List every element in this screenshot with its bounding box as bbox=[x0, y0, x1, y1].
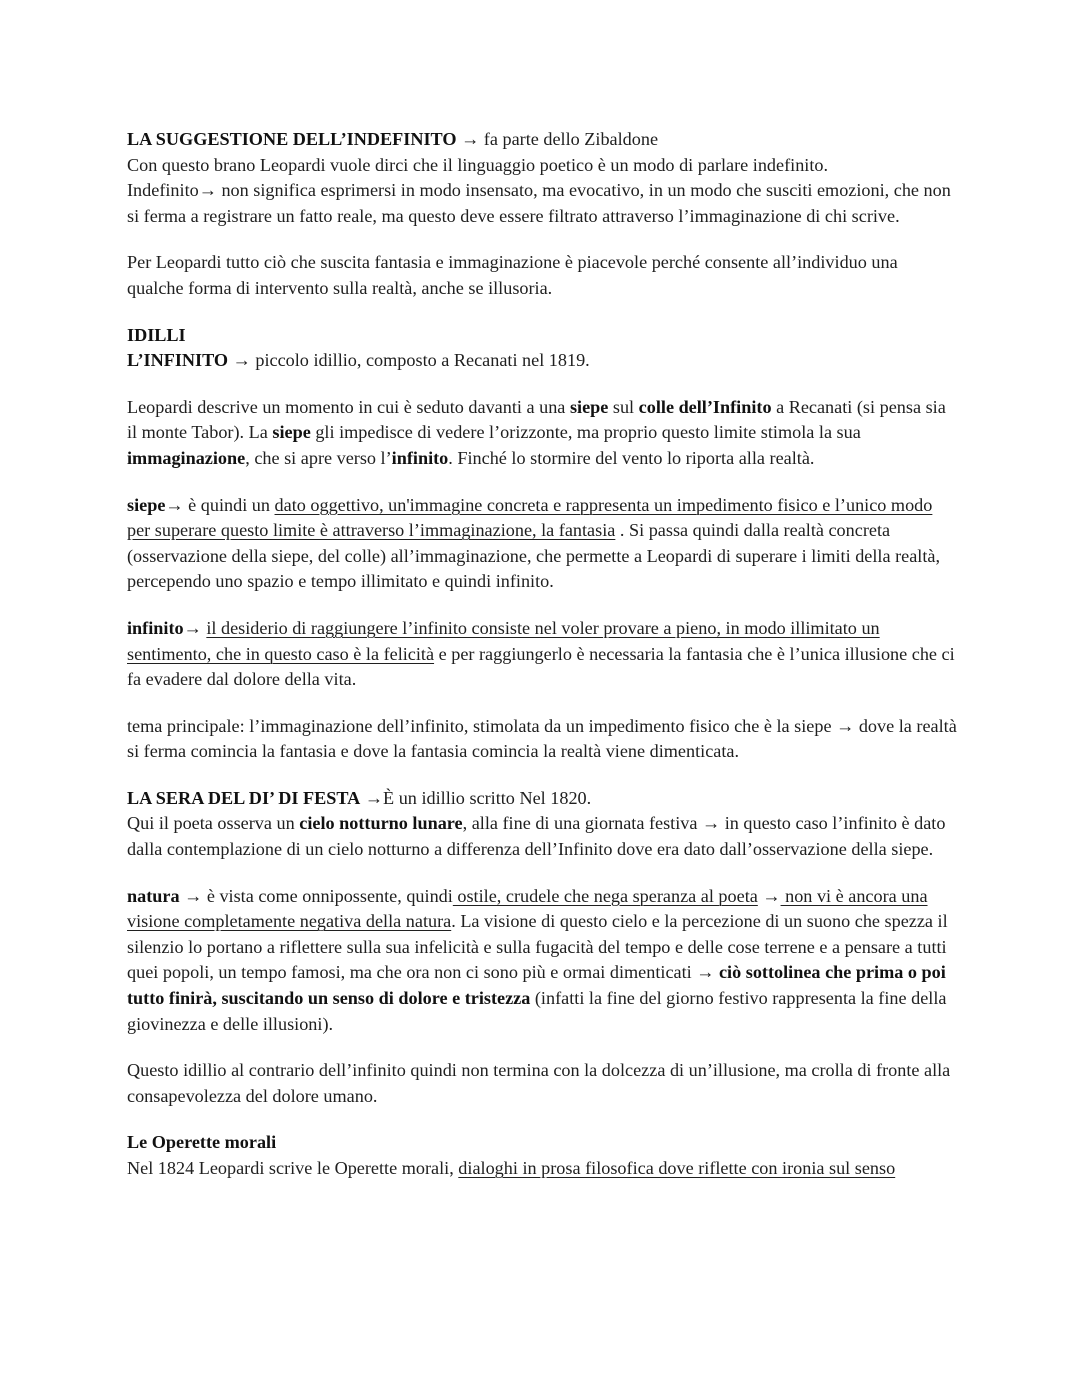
suggestione-paragraph2: Per Leopardi tutto ciò che suscita fantasia e immaginazione è piacevole perché consente all’individuo una qualche forma di intervento sulla realtà, anche se illusoria. bbox=[127, 252, 898, 298]
underlined-text: non vi è ancora una visione completamente negativa della natura bbox=[127, 885, 928, 932]
text-run: → bbox=[183, 617, 207, 638]
sera-conclusion-paragraph: Questo idillio al contrario dell’infinito quindi non termina con la dolcezza di un’illusione, ma crolla di fronte alla consapevolezza del dolore umano. bbox=[127, 1060, 951, 1106]
suggestione-line2: Indefinito→ non significa esprimersi in modo insensato, ma evocativo, in un modo che susciti emozioni, che non si ferma a registrare un fatto reale, ma questo deve essere filtrato attraverso l’immaginazione di chi scrive. bbox=[127, 180, 951, 226]
suggestione-heading: LA SUGGESTIONE DELL’INDEFINITO bbox=[127, 129, 457, 149]
infinito-description bbox=[127, 395, 957, 472]
suggestione-line1: Con questo brano Leopardi vuole dirci che il linguaggio poetico è un modo di parlare indefinito. bbox=[127, 154, 829, 175]
sera-title-rest: →È un idillio scritto Nel 1820. bbox=[360, 787, 592, 808]
infinito-term: infinito bbox=[127, 617, 184, 638]
text-run: a Recanati (si pensa sia il monte Tabor). La bbox=[127, 396, 946, 443]
infinito-title-rest: → piccolo idillio, composto a Recanati nel 1819. bbox=[228, 350, 590, 371]
natura-term: natura bbox=[127, 885, 180, 906]
text-run: Nel 1824 Leopardi scrive le Operette morali, bbox=[127, 1158, 459, 1178]
infinito-title: L’INFINITO bbox=[127, 350, 229, 371]
infinito-paragraph bbox=[127, 616, 957, 693]
bold-term: cielo notturno lunare bbox=[299, 813, 463, 834]
text-run: → è quindi un bbox=[165, 494, 275, 515]
bold-term: siepe bbox=[569, 396, 609, 417]
text-run: . La visione di questo cielo e la percezione di un suono che spezza il silenzio lo portano a riflettere sulla sua infelicità e sulla fugacità del tempo e delle cose terrene e a pensare a tutti quei popoli, un tempo famosi, ma che ora non ci sono più e ormai dimenticati → bbox=[127, 911, 948, 983]
text-run: Qui il poeta osserva un bbox=[127, 813, 300, 834]
text-run: gli impedisce di vedere l’orizzonte, ma proprio questo limite stimola la sua bbox=[310, 422, 861, 443]
operette-title: Le Operette morali bbox=[127, 1132, 277, 1153]
underlined-text: dato oggettivo, un'immagine concreta e rappresenta un impedimento fisico e l’unico modo per superare questo limite è attraverso l’immaginazione, la fantasia bbox=[127, 494, 933, 541]
sera-title-line bbox=[127, 786, 957, 812]
bold-term: colle dell’Infinito bbox=[638, 396, 772, 417]
siepe-term: siepe bbox=[127, 494, 166, 515]
tema-principale-paragraph: tema principale: l’immaginazione dell’infinito, stimolata da un impedimento fisico che è la siepe → dove la realtà si ferma comincia la fantasia e dove la fantasia comincia la realtà viene dimenticata. bbox=[127, 715, 957, 762]
underlined-text: il desiderio di raggiungere l’infinito consiste nel voler provare a pieno, in modo illimitato un sentimento, che in questo caso è la felicità bbox=[127, 617, 880, 664]
text-run: , alla fine di una giornata festiva → in questo caso l’infinito è dato dalla contemplazione di un cielo notturno a differenza dell’Infinito dove era dato dall’osservazione della siepe. bbox=[127, 813, 946, 860]
natura-paragraph bbox=[127, 884, 957, 1038]
text-run: Leopardi descrive un momento in cui è seduto davanti a una bbox=[127, 396, 570, 417]
text-run: sul bbox=[608, 396, 639, 417]
text-run: . Si passa quindi dalla realtà concreta (osservazione della siepe, del colle) all’immaginazione, che permette a Leopardi di superare i limiti della realtà, percependo uno spazio e tempo illimitato e quindi infinito. bbox=[127, 520, 941, 592]
document-page bbox=[127, 127, 957, 1182]
text-run: → bbox=[757, 885, 781, 906]
bold-term: infinito bbox=[391, 447, 449, 468]
idilli-heading: IDILLI bbox=[127, 324, 186, 345]
bold-term: siepe bbox=[272, 422, 311, 443]
underlined-text: ostile, crudele che nega speranza al poeta bbox=[452, 885, 758, 906]
bold-term: immaginazione bbox=[127, 447, 246, 468]
text-run: (infatti la fine del giorno festivo rappresenta la fine della giovinezza e delle illusioni). bbox=[127, 988, 947, 1034]
suggestione-heading-line bbox=[127, 127, 957, 153]
operette-paragraph bbox=[127, 1156, 957, 1182]
sera-paragraph1 bbox=[127, 811, 957, 862]
siepe-paragraph bbox=[127, 493, 957, 595]
text-run: , che si apre verso l’ bbox=[245, 447, 392, 468]
infinito-title-line bbox=[127, 348, 957, 374]
text-run: . Finché lo stormire del vento lo riporta alla realtà. bbox=[448, 447, 815, 468]
suggestione-heading-rest: → fa parte dello Zibaldone bbox=[456, 129, 659, 149]
underlined-text: dialoghi in prosa filosofica dove riflette con ironia sul senso bbox=[458, 1158, 896, 1178]
text-run: e per raggiungerlo è necessaria la fantasia che è l’unica illusione che ci fa evadere dal dolore della vita. bbox=[127, 643, 955, 690]
text-run: → è vista come onnipossente, quindi bbox=[179, 885, 453, 906]
bold-sentence: ciò sottolinea che prima o poi tutto finirà, suscitando un senso di dolore e tristezza bbox=[127, 962, 946, 1009]
sera-title: LA SERA DEL DI’ DI FESTA bbox=[127, 787, 361, 808]
